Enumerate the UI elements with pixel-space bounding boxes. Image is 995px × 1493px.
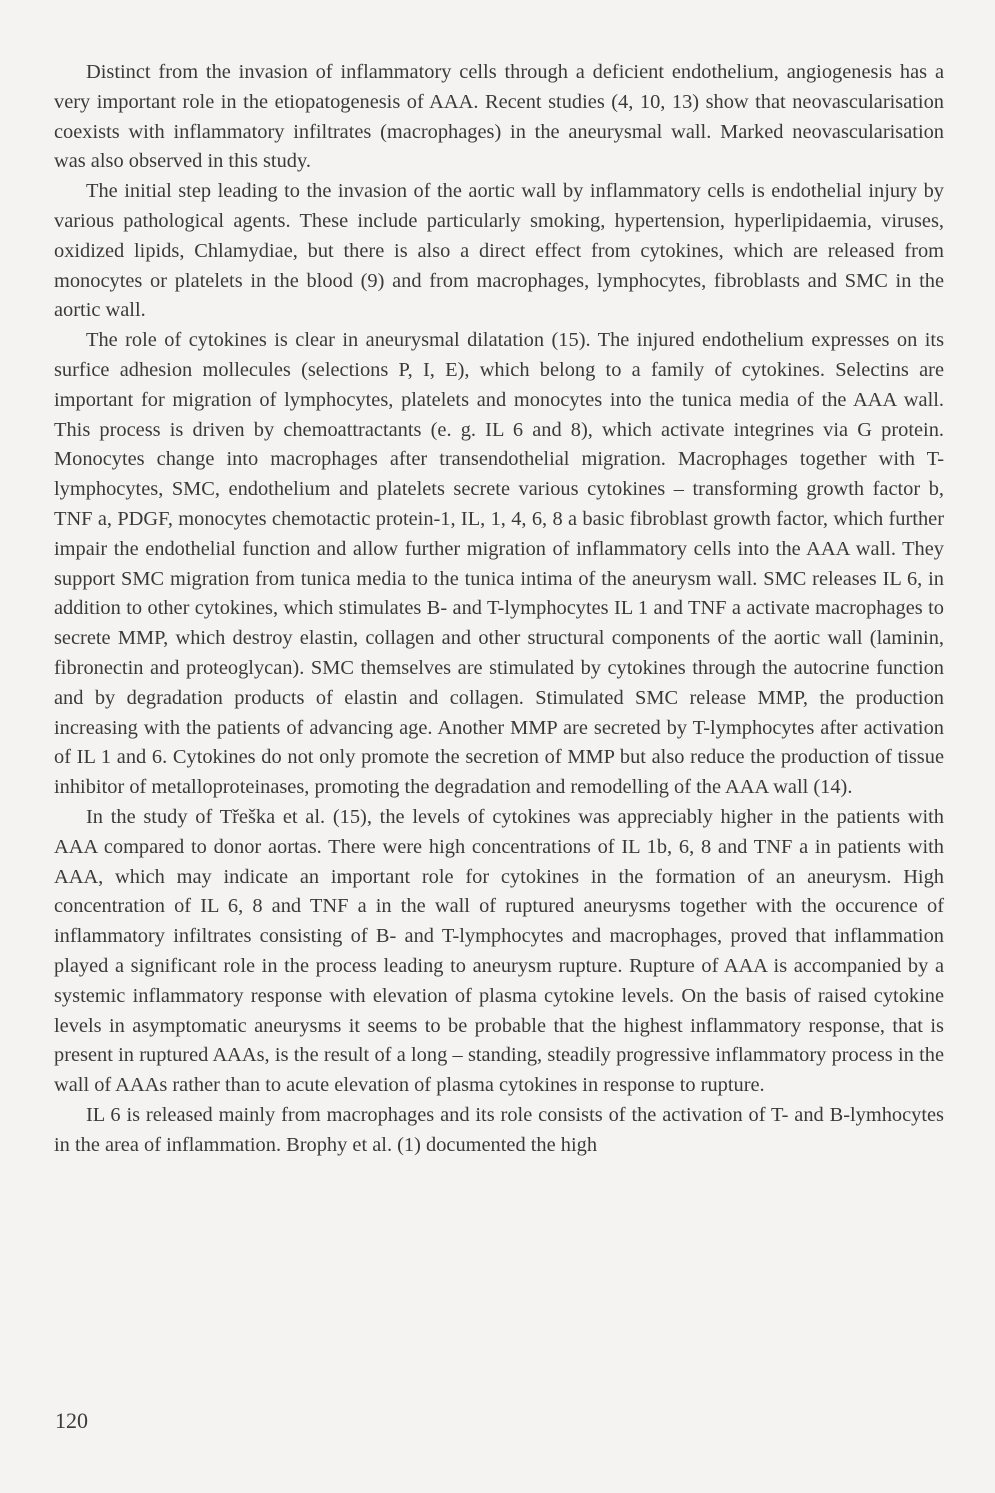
page-number: 120 xyxy=(55,1408,88,1433)
paragraph-treska-study: In the study of Třeška et al. (15), the levels of cytokines was appreciably higher in the patients with AAA compared to donor aortas. There were high concentrations of IL 1b, 6, 8 and TNF a in patients with AAA, which may indicate an important role for cytokines in the formation of an aneurysm. High concentration of IL 6, 8 and TNF a in the wall of ruptured aneurysms together with the occurence of inflammatory infiltrates consisting of B- and T-lymphocytes and macrophages, proved that inflammation played a significant role in the process leading to aneurysm rupture. Rupture of AAA is accompanied by a systemic inflammatory response with elevation of plasma cytokine levels. On the basis of raised cytokine levels in asymptomatic aneurysms it seems to be probable that the highest inflammatory response, that is present in ruptured AAAs, is the result of a long – standing, steadily progressive inflammatory process in the wall of AAAs rather than to acute elevation of plasma cytokines in response to rupture. xyxy=(54,805,944,1097)
body-text xyxy=(54,58,944,1160)
paragraph-angiogenesis: Distinct from the invasion of inflammatory cells through a deficient endothelium, angiogenesis has a very important role in the etiopatogenesis of AAA. Recent studies (4, 10, 13) show that neovascularisation coexists with inflammatory infiltrates (macrophages) in the aneurysmal wall. Marked neovascularisation was also observed in this study. xyxy=(54,61,944,173)
paragraph-il6: IL 6 is released mainly from macrophages and its role consists of the activation of T- and B-lymhocytes in the area of inflammation. Brophy et al. (1) documented the high xyxy=(54,1103,944,1156)
paragraph-cytokines-role: The role of cytokines is clear in aneurysmal dilatation (15). The injured endothelium expresses on its surfice adhesion mollecules (selections P, I, E), which belong to a family of cytokines. Selectins are important for migration of lymphocytes, platelets and monocytes into the tunica media of the AAA wall. This process is driven by chemoattractants (e. g. IL 6 and 8), which activate integrines via G protein. Monocytes change into macrophages after transendothelial migration. Macrophages together with T-lymphocytes, SMC, endothelium and platelets secrete various cytokines – transforming growth factor b, TNF a, PDGF, monocytes chemotactic protein-1, IL, 1, 4, 6, 8 a basic fibroblast growth factor, which further impair the endothelial function and allow further migration of inflammatory cells into the AAA wall. They support SMC migration from tunica media to the tunica intima of the aneurysm wall. SMC releases IL 6, in addition to other cytokines, which stimulates B- and T-lymphocytes IL 1 and TNF a activate macrophages to secrete MMP, which destroy elastin, collagen and other structural components of the aortic wall (laminin, fibronectin and proteoglycan). SMC themselves are stimulated by cytokines through the autocrine function and by degradation products of elastin and collagen. Stimulated SMC release MMP, the production increasing with the patients of advancing age. Another MMP are secreted by T-lymphocytes after activation of IL 1 and 6. Cytokines do not only promote the secretion of MMP but also reduce the production of tissue inhibitor of metalloproteinases, promoting the degradation and remodelling of the AAA wall (14). xyxy=(54,329,944,799)
paragraph-endothelial-injury: The initial step leading to the invasion of the aortic wall by inflammatory cells is endothelial injury by various pathological agents. These include particularly smoking, hypertension, hyperlipidaemia, viruses, oxidized lipids, Chlamydiae, but there is also a direct effect from cytokines, which are released from monocytes or platelets in the blood (9) and from macrophages, lymphocytes, fibroblasts and SMC in the aortic wall. xyxy=(54,180,944,322)
